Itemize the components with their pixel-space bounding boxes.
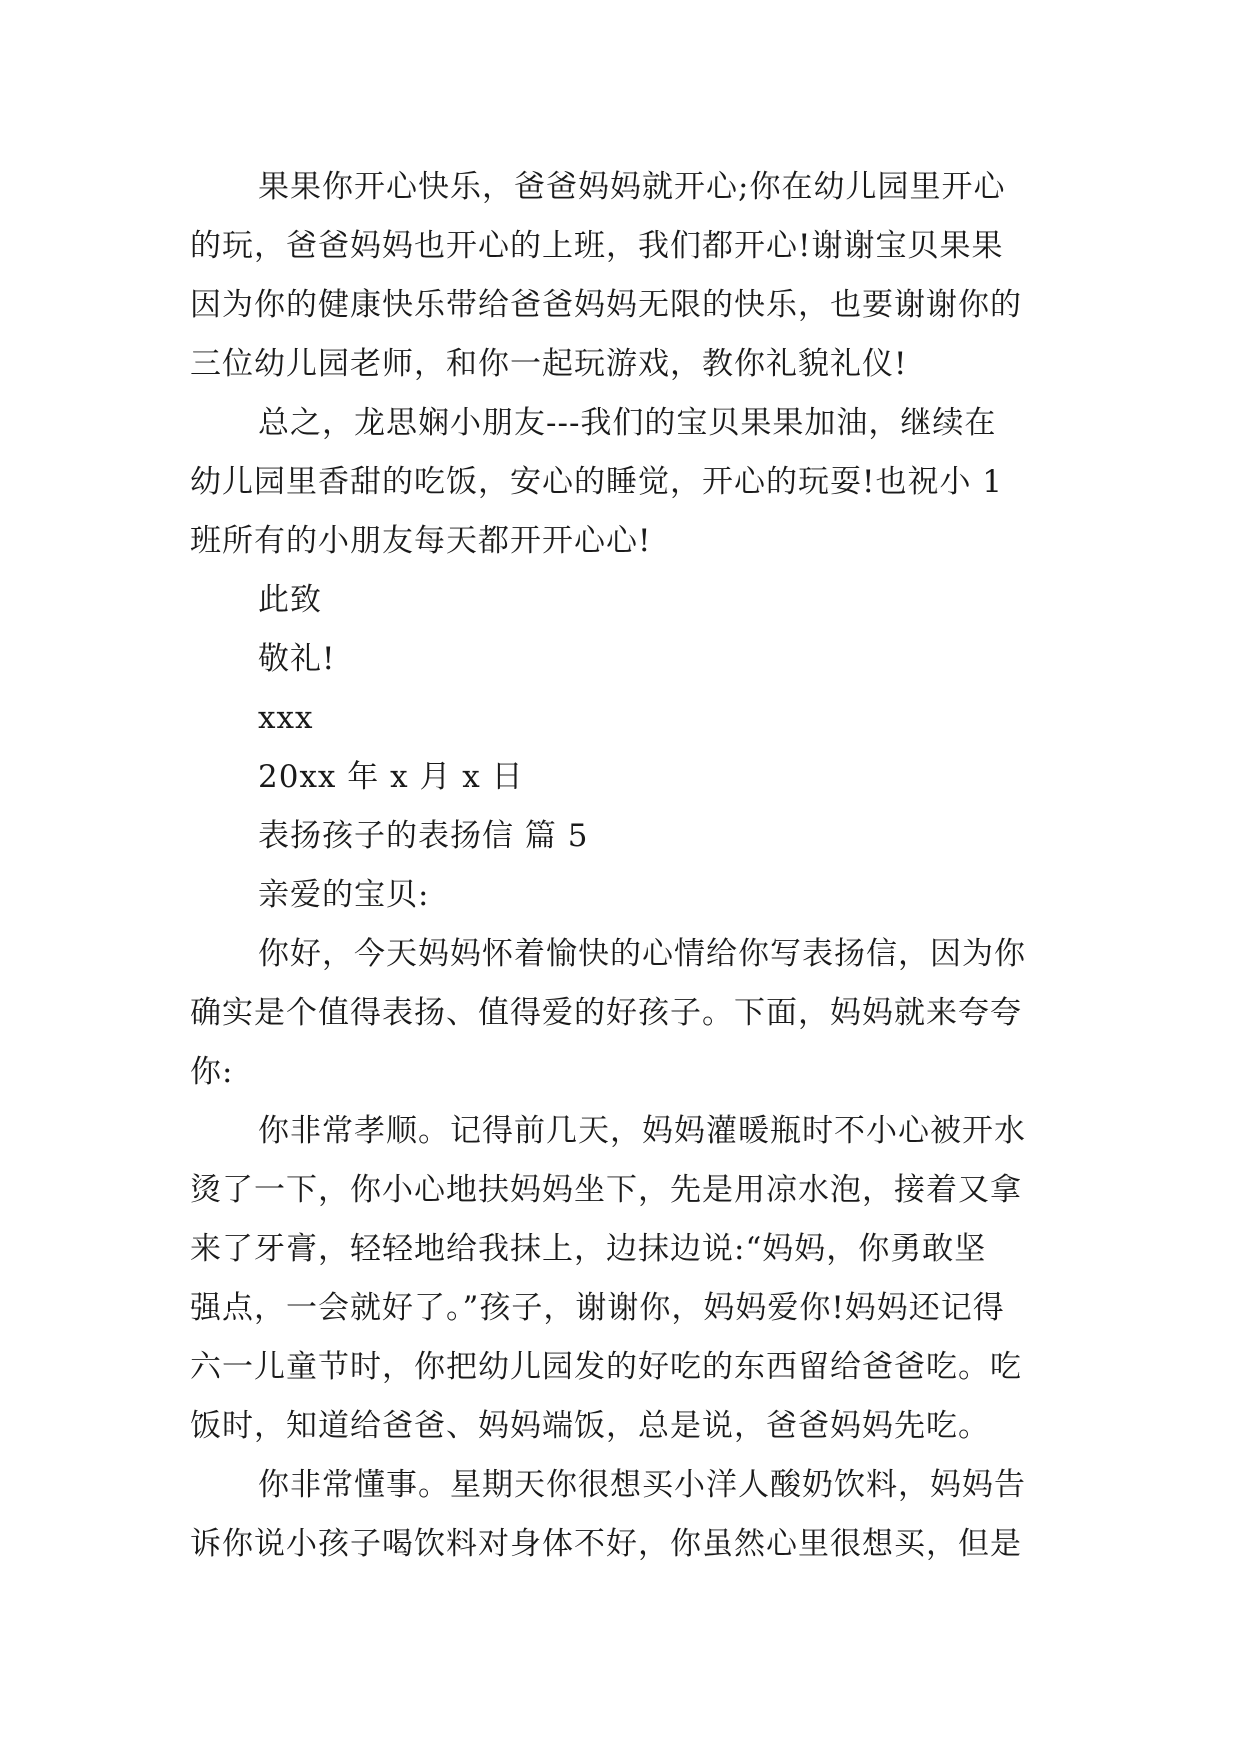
document-body [190, 158, 1052, 1574]
text-line: 总之，龙思娴小朋友---我们的宝贝果果加油，继续在 [258, 405, 997, 441]
text-line: 来了牙膏，轻轻地给我抹上，边抹边说:“妈妈，你勇敢坚 [190, 1231, 987, 1267]
text-line: 幼儿园里香甜的吃饭，安心的睡觉，开心的玩耍!也祝小 1 [190, 464, 1004, 500]
text-line: 六一儿童节时，你把幼儿园发的好吃的东西留给爸爸吃。吃 [190, 1349, 1022, 1385]
text-line: 你好，今天妈妈怀着愉快的心情给你写表扬信，因为你 [258, 936, 1026, 972]
text-line: 烫了一下，你小心地扶妈妈坐下，先是用凉水泡，接着又拿 [190, 1172, 1022, 1208]
text-line: 强点，一会就好了。”孩子，谢谢你，妈妈爱你!妈妈还记得 [190, 1290, 1005, 1326]
text-line: 班所有的小朋友每天都开开心心! [190, 523, 652, 559]
text-line: 的玩，爸爸妈妈也开心的上班，我们都开心!谢谢宝贝果果 [190, 228, 1004, 264]
text-line: 确实是个值得表扬、值得爱的好孩子。下面，妈妈就来夸夸 [190, 995, 1022, 1031]
text-line: 三位幼儿园老师，和你一起玩游戏，教你礼貌礼仪! [190, 346, 908, 382]
closing-regards: 敬礼! [258, 641, 336, 677]
text-line: 你非常懂事。星期天你很想买小洋人酸奶饮料，妈妈告 [258, 1467, 1026, 1503]
section-heading: 表扬孩子的表扬信 篇 5 [258, 818, 589, 854]
text-line: 你: [190, 1054, 234, 1090]
closing-salutation: 此致 [258, 582, 322, 618]
text-line: 你非常孝顺。记得前几天，妈妈灌暖瓶时不小心被开水 [258, 1113, 1026, 1149]
text-line: 饭时，知道给爸爸、妈妈端饭，总是说，爸爸妈妈先吃。 [190, 1408, 990, 1444]
signature: xxx [258, 700, 314, 736]
date-line: 20xx 年 x 月 x 日 [258, 759, 524, 795]
greeting: 亲爱的宝贝: [258, 877, 430, 913]
text-line: 因为你的健康快乐带给爸爸妈妈无限的快乐，也要谢谢你的 [190, 287, 1022, 323]
text-line: 诉你说小孩子喝饮料对身体不好，你虽然心里很想买，但是 [190, 1526, 1022, 1562]
text-line: 果果你开心快乐，爸爸妈妈就开心;你在幼儿园里开心 [258, 169, 1006, 205]
